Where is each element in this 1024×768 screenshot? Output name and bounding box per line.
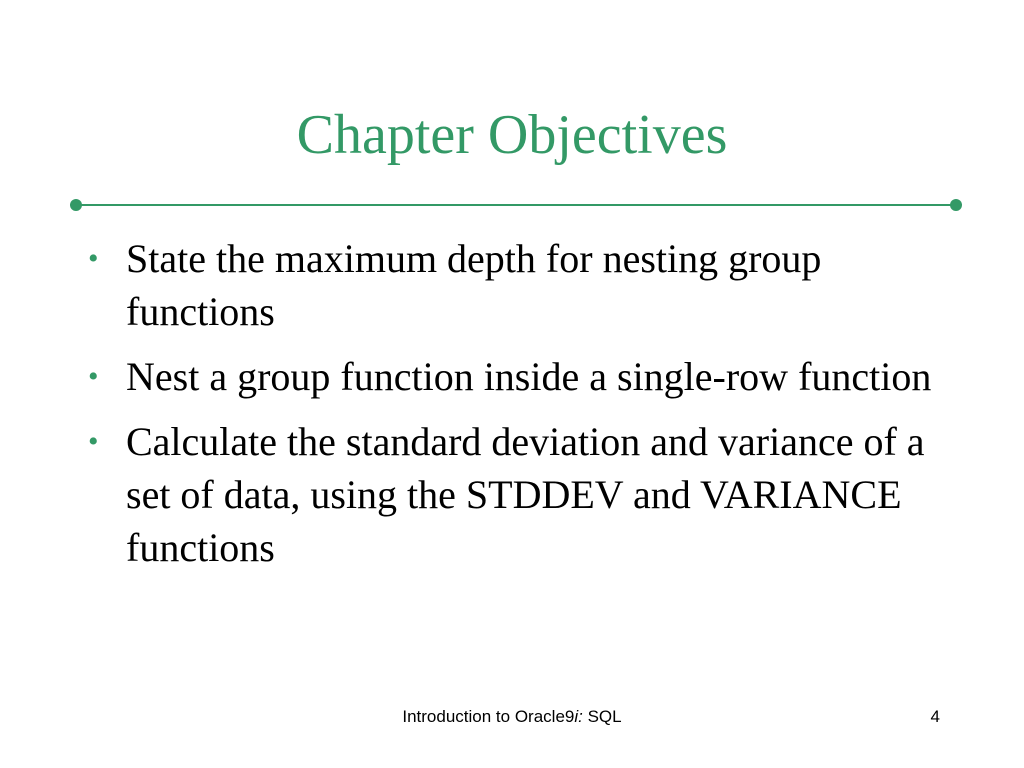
bullet-icon: • bbox=[88, 425, 99, 458]
footer-prefix: Introduction to Oracle9 bbox=[402, 707, 575, 726]
objective-text: Calculate the standard deviation and variance of a set of data, using the STDDEV and VARIANCE functions bbox=[126, 419, 925, 570]
objective-item bbox=[88, 232, 948, 338]
objective-item bbox=[88, 415, 948, 574]
footer-suffix: SQL bbox=[582, 707, 622, 726]
page-number: 4 bbox=[930, 707, 940, 726]
bullet-icon: • bbox=[88, 242, 99, 275]
objective-text: Nest a group function inside a single-row function bbox=[126, 354, 932, 399]
slide-title: Chapter Objectives bbox=[296, 104, 728, 166]
rule-right-dot bbox=[950, 199, 962, 211]
bullet-icon: • bbox=[88, 360, 99, 393]
objectives-list bbox=[88, 232, 948, 586]
objective-item bbox=[88, 350, 948, 403]
title-divider-rule bbox=[76, 204, 956, 206]
objective-text: State the maximum depth for nesting group functions bbox=[126, 236, 822, 334]
footer-italic: i: bbox=[574, 707, 583, 726]
footer-course-title bbox=[0, 706, 1024, 728]
